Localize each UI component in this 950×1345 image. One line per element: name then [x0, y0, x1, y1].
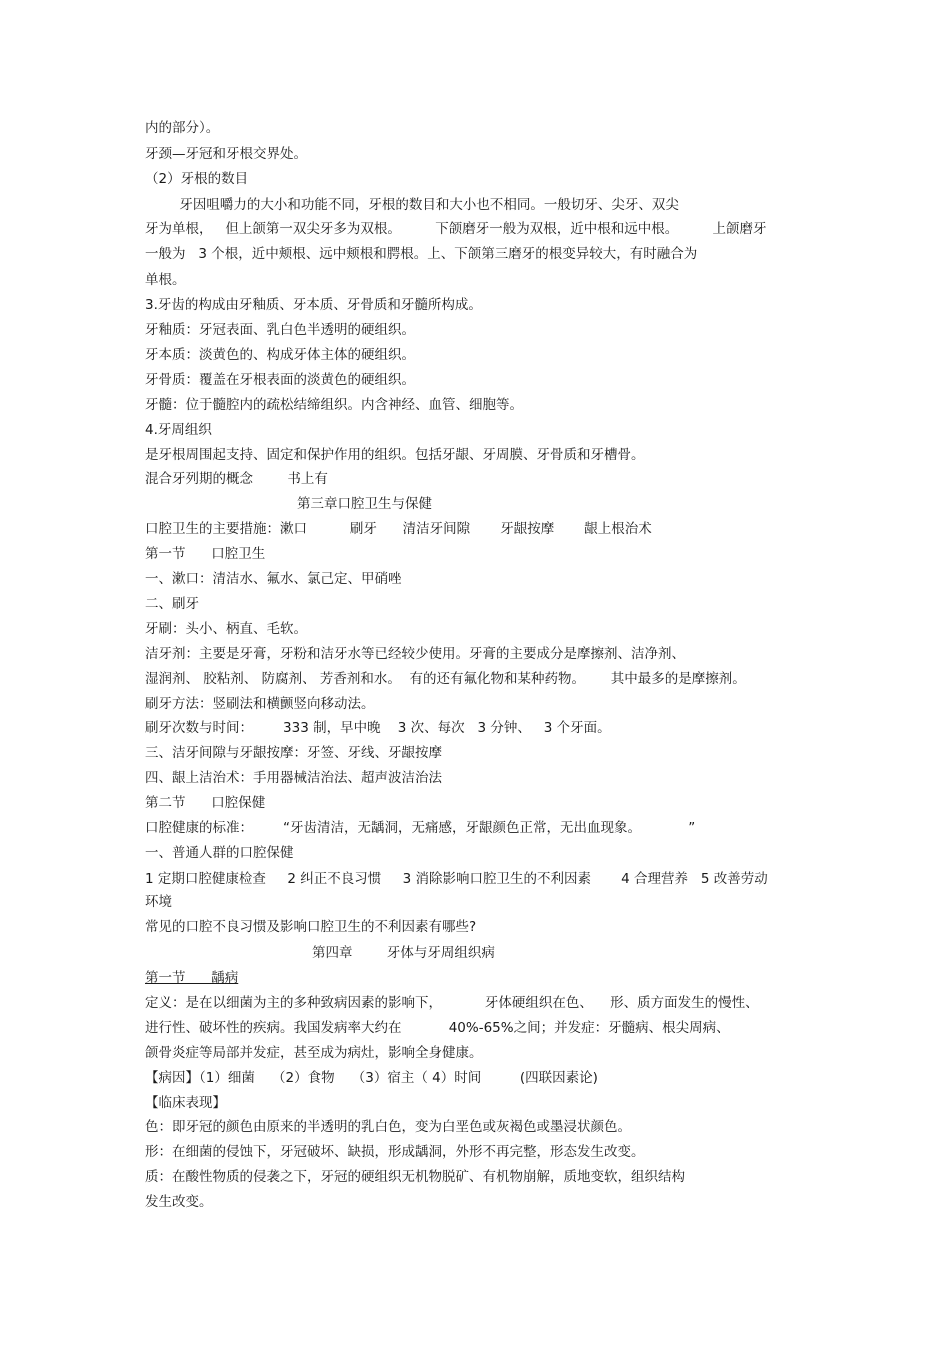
section-heading: 第二节 口腔保健: [145, 795, 266, 811]
text-line: 口腔卫生的主要措施：漱口 刷牙 清洁牙间隙 牙龈按摩 龈上根治术: [145, 521, 652, 537]
text-line: 颌骨炎症等局部并发症，甚至成为病灶，影响全身健康。: [145, 1045, 483, 1061]
chapter-title: 第四章 牙体与牙周组织病: [312, 945, 495, 961]
text-line: 内的部分）。: [145, 120, 220, 136]
text-line: 刷牙方法：竖刷法和横颤竖向移动法。: [145, 696, 375, 712]
text-line: 【临床表现】: [145, 1095, 226, 1111]
text-line: 单根。: [145, 272, 186, 288]
text-line: 一、漱口：清洁水、氟水、氯己定、甲硝唑: [145, 571, 402, 587]
section-heading: 4.牙周组织: [145, 422, 212, 438]
text-line: 口腔健康的标准： “牙齿清洁，无龋洞，无痛感，牙龈颜色正常，无出血现象。 ”: [145, 820, 696, 836]
text-line: 混合牙列期的概念 书上有: [145, 471, 328, 487]
text-line: 是牙根周围起支持、固定和保护作用的组织。包括牙龈、牙周膜、牙骨质和牙槽骨。: [145, 447, 645, 463]
section-heading: 第一节 口腔卫生: [145, 546, 266, 562]
text-line: （2）牙根的数目: [145, 171, 249, 187]
text-line: 刷牙次数与时间： 333 制，早中晚 3 次、每次 3 分钟、 3 个牙面。: [145, 720, 611, 736]
text-line: 1 定期口腔健康检查 2 纠正不良习惯 3 消除影响口腔卫生的不利因素 4 合理营养 5 改善劳动: [145, 871, 768, 887]
text-line: 牙为单根， 但上颌第一双尖牙多为双根。 下颌磨牙一般为双根，近中根和远中根。 上颌磨牙: [145, 221, 767, 237]
text-line: 二、刷牙: [145, 596, 199, 612]
section-heading: 第一节 龋病: [145, 970, 239, 986]
chapter-title: 第三章口腔卫生与保健: [297, 496, 432, 512]
text-line: 定义：是在以细菌为主的多种致病因素的影响下， 牙体硬组织在色、 形、质方面发生的慢性、: [145, 995, 759, 1011]
text-line: 一般为 3 个根，近中颊根、远中颊根和腭根。上、下颌第三磨牙的根变异较大，有时融合为: [145, 246, 698, 262]
text-line: 形：在细菌的侵蚀下，牙冠破坏、缺损，形成龋洞，外形不再完整，形态发生改变。: [145, 1144, 645, 1160]
text-line: 质：在酸性物质的侵袭之下，牙冠的硬组织无机物脱矿、有机物崩解，质地变软，组织结构: [145, 1169, 685, 1185]
text-line: 牙本质：淡黄色的、构成牙体主体的硬组织。: [145, 347, 415, 363]
text-line: 常见的口腔不良习惯及影响口腔卫生的不利因素有哪些?: [145, 919, 477, 935]
text-line: 【病因】（1）细菌 （2）食物 （3）宿主（ 4）时间 (四联因素论): [145, 1070, 598, 1086]
text-line: 牙骨质：覆盖在牙根表面的淡黄色的硬组织。: [145, 372, 415, 388]
text-line: 发生改变。: [145, 1194, 213, 1210]
text-line: 牙髓：位于髓腔内的疏松结缔组织。内含神经、血管、细胞等。: [145, 397, 523, 413]
text-line: 四、龈上洁治术：手用器械洁治法、超声波洁治法: [145, 770, 442, 786]
text-line: 牙釉质：牙冠表面、乳白色半透明的硬组织。: [145, 322, 415, 338]
text-line: 牙刷：头小、柄直、毛软。: [145, 621, 307, 637]
text-line: 一、普通人群的口腔保健: [145, 845, 294, 861]
text-line: 湿润剂、 胶粘剂、 防腐剂、 芳香剂和水。 有的还有氟化物和某种药物。 其中最多的是摩擦剂。: [145, 671, 746, 687]
text-line: 进行性、破坏性的疾病。我国发病率大约在 40%-65%之间；并发症：牙髓病、根尖周病、: [145, 1020, 730, 1036]
text-line: 色：即牙冠的颜色由原来的半透明的乳白色，变为白垩色或灰褐色或墨浸状颜色。: [145, 1119, 631, 1135]
text-line: 牙颈—牙冠和牙根交界处。: [145, 146, 307, 162]
text-line: 环境: [145, 894, 172, 910]
section-heading: 3.牙齿的构成由牙釉质、牙本质、牙骨质和牙髓所构成。: [145, 297, 482, 313]
text-line: 三、洁牙间隙与牙龈按摩：牙签、牙线、牙龈按摩: [145, 745, 442, 761]
text-line: 洁牙剂：主要是牙膏，牙粉和洁牙水等已经较少使用。牙膏的主要成分是摩擦剂、洁净剂、: [145, 646, 685, 662]
text-line: 牙因咀嚼力的大小和功能不同，牙根的数目和大小也不相同。一般切牙、尖牙、双尖: [145, 197, 679, 213]
